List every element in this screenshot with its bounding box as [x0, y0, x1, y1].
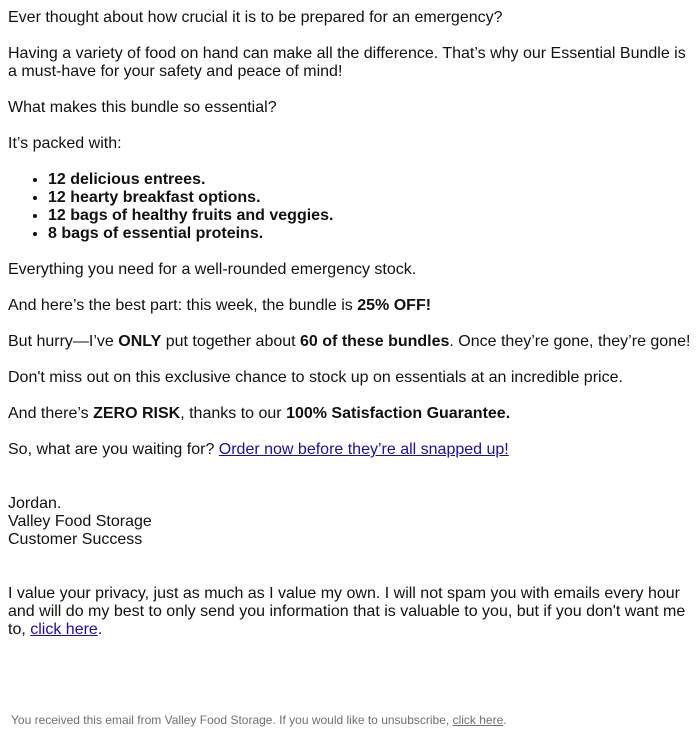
signature-name: Jordan.: [8, 495, 62, 512]
dont-miss-paragraph: Don't miss out on this exclusive chance to stock up on essentials at an incredible price.: [8, 369, 623, 386]
list-item: • 8 bags of essential proteins.: [48, 225, 694, 243]
bundle-count: 60 of these bundles: [300, 333, 450, 350]
list-item: • 12 bags of healthy fruits and veggies.: [48, 207, 694, 225]
signature: [8, 495, 694, 549]
signature-role: Customer Success: [8, 531, 143, 548]
guarantee-text: 100% Satisfaction Guarantee.: [286, 405, 511, 422]
privacy-click-here-link[interactable]: click here: [30, 621, 98, 638]
list-item: • 12 hearty breakfast options.: [48, 189, 694, 207]
best-part-paragraph: And here’s the best part: this week, the bundle is 25% OFF!: [8, 297, 432, 314]
hurry-paragraph: But hurry—I’ve ONLY put together about 60 of these bundles. Once they’re gone, they’re gone!: [8, 333, 691, 350]
email-content: [8, 9, 694, 657]
unsubscribe-footer: You received this email from Valley Food Storage. If you would like to unsubscribe, click here.: [11, 713, 507, 727]
risk-paragraph: And there’s ZERO RISK, thanks to our 100% Satisfaction Guarantee.: [8, 405, 511, 422]
question-paragraph: What makes this bundle so essential?: [8, 99, 277, 116]
privacy-paragraph: I value your privacy, just as much as I value my own. I will not spam you with emails every hour and will do my best to only send you information that is valuable to you, but if you don't want me to, click here.: [8, 585, 686, 638]
unsubscribe-link[interactable]: click here: [452, 713, 504, 727]
signature-company: Valley Food Storage: [8, 513, 152, 530]
bundle-contents-list: [8, 171, 694, 243]
packed-with-paragraph: It’s packed with:: [8, 135, 122, 152]
cta-paragraph: So, what are you waiting for? Order now before they’re all snapped up!: [8, 441, 509, 458]
everything-paragraph: Everything you need for a well-rounded emergency stock.: [8, 261, 417, 278]
bundle-paragraph: Having a variety of food on hand can make all the difference. That’s why our Essential Bundle is a must-have for your safety and peace of mind!: [8, 45, 686, 80]
discount-text: 25% OFF!: [357, 297, 432, 314]
order-now-link[interactable]: Order now before they’re all snapped up!: [218, 441, 509, 458]
intro-paragraph: Ever thought about how crucial it is to be prepared for an emergency?: [8, 9, 503, 26]
list-item: • 12 delicious entrees.: [48, 171, 694, 189]
